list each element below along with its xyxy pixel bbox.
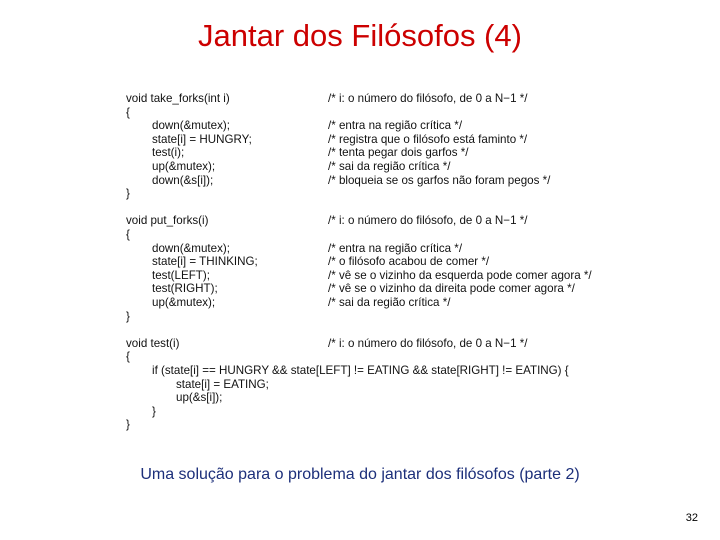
code-line (0, 418, 720, 432)
code-comment: /* bloqueia se os garfos não foram pegos */ (328, 173, 551, 187)
code-text: down(&s[i]); (152, 173, 214, 187)
code-line (0, 160, 720, 174)
code-text: { (126, 350, 130, 364)
code-text: void put_forks(i) (126, 214, 209, 228)
code-text: if (state[i] == HUNGRY && state[LEFT] != EATING && state[RIGHT] != EATING) { (152, 364, 569, 377)
code-text: down(&mutex); (152, 241, 230, 255)
code-line (0, 228, 720, 242)
code-comment: /* vê se o vizinho da esquerda pode comer agora */ (328, 268, 592, 282)
code-line (0, 337, 720, 351)
code-text: void take_forks(int i) (126, 92, 230, 105)
code-line (0, 323, 720, 337)
code-text: } (152, 404, 156, 418)
code-text: up(&mutex); (152, 160, 216, 173)
code-line (0, 119, 720, 133)
code-line (0, 364, 720, 378)
code-comment: /* entra na região crítica */ (328, 241, 463, 255)
code-line (0, 255, 720, 269)
code-line (0, 92, 720, 106)
code-line (0, 391, 720, 405)
code-comment: /* sai da região crítica */ (328, 160, 451, 173)
code-line (0, 242, 720, 256)
code-text: } (126, 418, 130, 432)
code-line (0, 201, 720, 215)
code-comment: /* entra na região crítica */ (328, 119, 463, 133)
code-comment: /* i: o número do filósofo, de 0 a N−1 */ (328, 214, 528, 228)
slide-title: Jantar dos Filósofos (4) (198, 18, 522, 53)
code-comment: /* i: o número do filósofo, de 0 a N−1 */ (328, 92, 528, 105)
code-line (0, 310, 720, 324)
code-text: down(&mutex); (152, 119, 230, 133)
slide-caption: Uma solução para o problema do jantar dos filósofos (parte 2) (140, 466, 580, 483)
code-text: } (126, 187, 130, 201)
code-line (0, 296, 720, 310)
code-text: { (126, 105, 130, 119)
code-line (0, 174, 720, 188)
code-text: state[i] = HUNGRY; (152, 132, 252, 146)
page-number: 32 (685, 512, 698, 524)
code-comment: /* vê se o vizinho da direita pode comer agora */ (328, 282, 575, 296)
code-text: } (126, 309, 130, 323)
code-line (0, 405, 720, 419)
code-text: test(RIGHT); (152, 282, 218, 296)
code-text: up(&mutex); (152, 296, 216, 309)
code-text: up(&s[i]); (176, 391, 223, 405)
code-comment: /* i: o número do filósofo, de 0 a N−1 */ (328, 336, 528, 350)
code-text: state[i] = THINKING; (152, 255, 258, 269)
code-comment: /* o filósofo acabou de comer */ (328, 255, 490, 269)
code-line (0, 282, 720, 296)
code-line (0, 133, 720, 147)
code-line (0, 378, 720, 392)
code-line (0, 214, 720, 228)
code-line (0, 146, 720, 160)
code-comment: /* sai da região crítica */ (328, 296, 451, 309)
code-line (0, 269, 720, 283)
code-text: test(LEFT); (152, 268, 210, 282)
code-text: test(i); (152, 146, 185, 160)
code-line (0, 187, 720, 201)
code-text: state[i] = EATING; (176, 377, 269, 391)
code-comment: /* registra que o filósofo está faminto */ (328, 132, 528, 146)
code-comment: /* tenta pegar dois garfos */ (328, 146, 469, 160)
code-line (0, 350, 720, 364)
code-text: { (126, 228, 130, 241)
code-line (0, 106, 720, 120)
code-text: void test(i) (126, 336, 180, 350)
